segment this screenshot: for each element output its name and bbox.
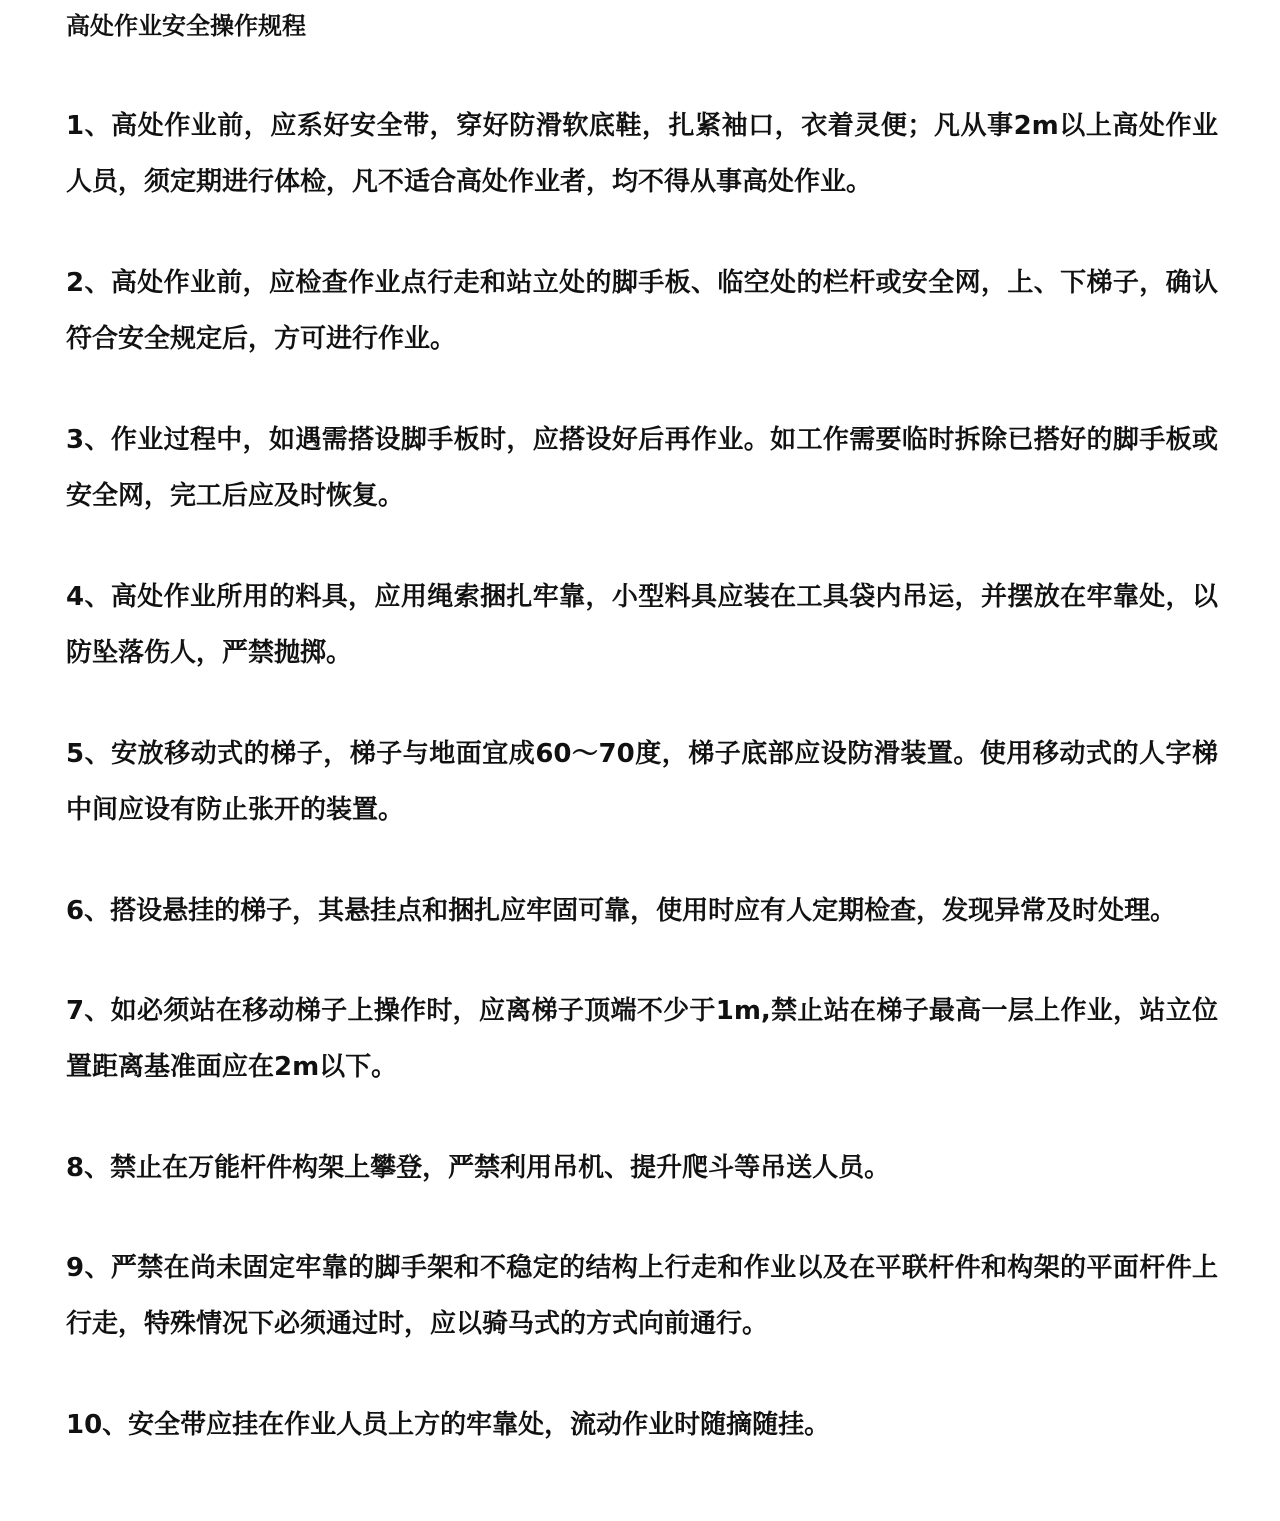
rule-item-7: 7、如必须站在移动梯子上操作时，应离梯子顶端不少于1m,禁止站在梯子最高一层上作业，站立位置距离基准面应在2m以下。 xyxy=(66,996,1218,1082)
rule-item-3: 3、作业过程中，如遇需搭设脚手板时，应搭设好后再作业。如工作需要临时拆除已搭好的脚手板或安全网，完工后应及时恢复。 xyxy=(66,425,1218,511)
rule-item-6: 6、搭设悬挂的梯子，其悬挂点和捆扎应牢固可靠，使用时应有人定期检查，发现异常及时处理。 xyxy=(66,896,1177,926)
rule-item-10: 10、安全带应挂在作业人员上方的牢靠处，流动作业时随摘随挂。 xyxy=(66,1410,831,1440)
rule-item-2: 2、高处作业前，应检查作业点行走和站立处的脚手板、临空处的栏杆或安全网，上、下梯子，确认符合安全规定后，方可进行作业。 xyxy=(66,268,1218,354)
rule-item-1: 1、高处作业前，应系好安全带，穿好防滑软底鞋，扎紧袖口，衣着灵便；凡从事2m以上高处作业人员，须定期进行体检，凡不适合高处作业者，均不得从事高处作业。 xyxy=(66,111,1218,197)
document-title: 高处作业安全操作规程 xyxy=(66,12,306,40)
rule-item-5: 5、安放移动式的梯子，梯子与地面宜成60～70度，梯子底部应设防滑装置。使用移动式的人字梯中间应设有防止张开的装置。 xyxy=(66,739,1218,825)
rule-item-8: 8、禁止在万能杆件构架上攀登，严禁利用吊机、提升爬斗等吊送人员。 xyxy=(66,1153,891,1183)
rule-item-9: 9、严禁在尚未固定牢靠的脚手架和不稳定的结构上行走和作业以及在平联杆件和构架的平面杆件上行走，特殊情况下必须通过时，应以骑马式的方式向前通行。 xyxy=(66,1253,1218,1339)
rule-item-4: 4、高处作业所用的料具，应用绳索捆扎牢靠，小型料具应装在工具袋内吊运，并摆放在牢靠处，以防坠落伤人，严禁抛掷。 xyxy=(66,582,1218,668)
